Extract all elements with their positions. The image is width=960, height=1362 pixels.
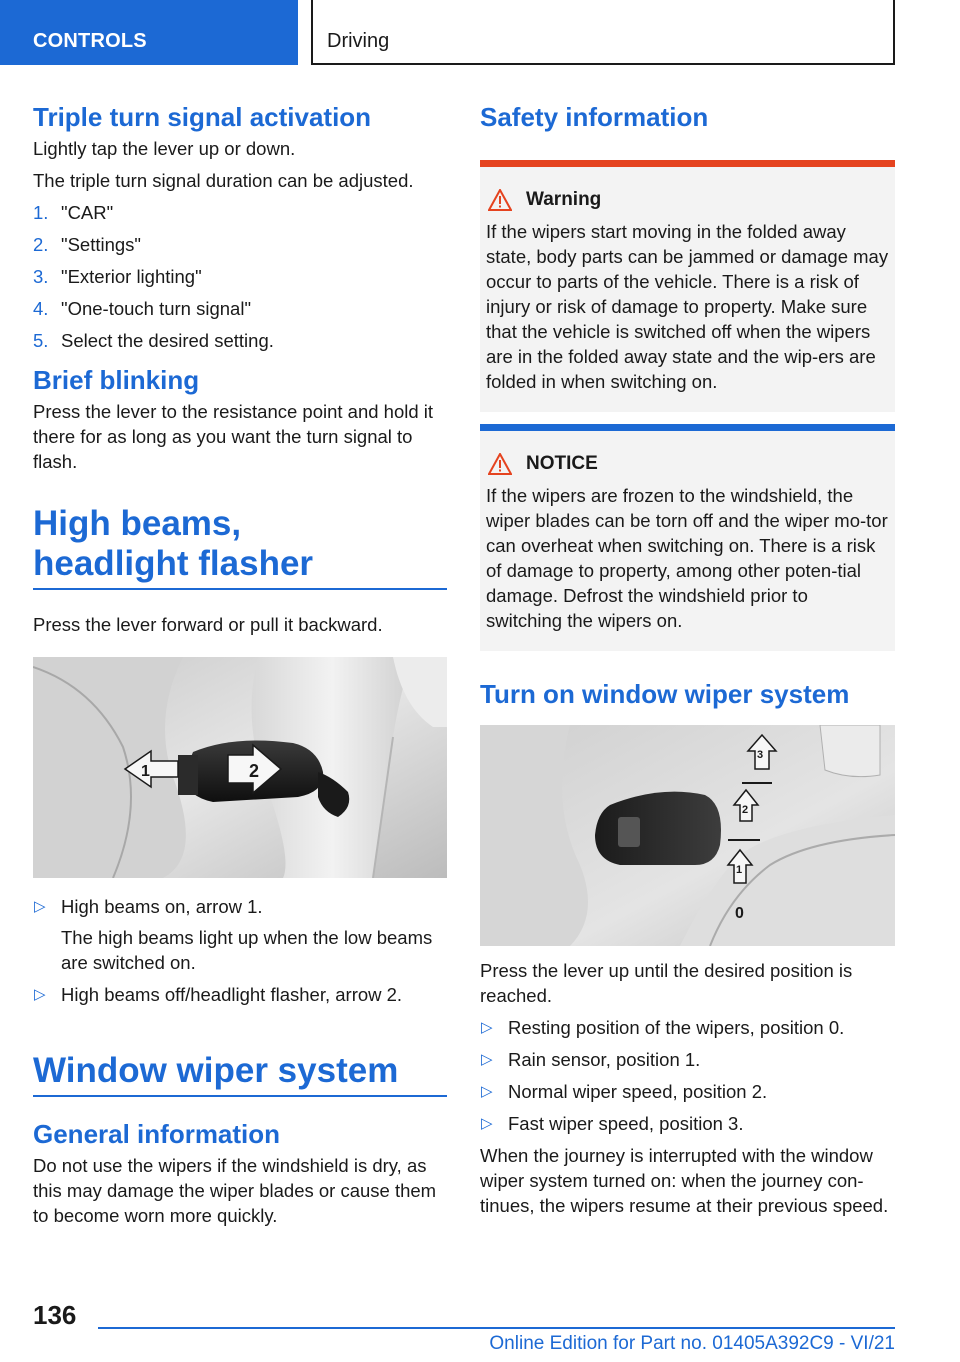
warning-header bbox=[488, 189, 889, 211]
turn-on-wiper-heading: Turn on window wiper system bbox=[480, 679, 850, 709]
triple-turn-signal-heading: Triple turn signal activation bbox=[33, 102, 372, 132]
header-chapter-tab bbox=[311, 0, 895, 65]
left-column bbox=[33, 100, 447, 1235]
list-item bbox=[480, 1079, 895, 1104]
list-item bbox=[480, 1015, 895, 1040]
triangle-bullet-icon: ▷ bbox=[481, 1083, 493, 1100]
brief-blinking-heading: Brief blinking bbox=[33, 365, 200, 395]
triple-steps-list bbox=[33, 200, 447, 353]
window-wiper-heading: Window wiper system bbox=[33, 1051, 447, 1097]
header-section-label: CONTROLS bbox=[33, 30, 147, 52]
position-0-label: 0 bbox=[735, 905, 744, 922]
general-information-paragraph: Do not use the wipers if the windshield is dry, as this may damage the wiper blades or cause them to become worn more quickly. bbox=[33, 1155, 437, 1226]
notice-text: If the wipers are frozen to the windshield, the wiper blades can be torn off and the wiper mo-tor can overheat when switching on. There is a risk of damage to property, among other poten-tial damage. Defrost the windshield prior to switching the wipers on. bbox=[486, 485, 888, 631]
step-number: 5. bbox=[33, 330, 49, 351]
arrow-2-label: 2 bbox=[249, 761, 260, 781]
general-information-heading: General information bbox=[33, 1119, 281, 1149]
list-item bbox=[33, 328, 447, 353]
list-item bbox=[33, 894, 447, 975]
header-chapter-label: Driving bbox=[327, 30, 390, 52]
triangle-bullet-icon: ▷ bbox=[481, 1051, 493, 1068]
footer-edition: Online Edition for Part no. 01405A392C9 - VI/21 bbox=[489, 1333, 895, 1354]
bullet-text: High beams on, arrow 1. bbox=[61, 896, 263, 917]
bullet-text: Fast wiper speed, position 3. bbox=[508, 1113, 744, 1134]
notice-label: NOTICE bbox=[526, 453, 598, 474]
step-text: "CAR" bbox=[61, 202, 114, 223]
triangle-bullet-icon: ▷ bbox=[34, 898, 46, 915]
step-number: 3. bbox=[33, 266, 49, 287]
page-number: 136 bbox=[33, 1300, 77, 1330]
triple-paragraph-1: Lightly tap the lever up or down. bbox=[33, 138, 296, 159]
notice-triangle-icon bbox=[488, 453, 512, 475]
bullet-text: Resting position of the wipers, position 0. bbox=[508, 1017, 845, 1038]
header-section-tab bbox=[0, 0, 298, 65]
triangle-bullet-icon: ▷ bbox=[481, 1019, 493, 1036]
list-item bbox=[33, 200, 447, 225]
step-text: "Exterior lighting" bbox=[61, 266, 202, 287]
brief-blinking-paragraph: Press the lever to the resistance point and hold it there for as long as you want the turn signal to flash. bbox=[33, 401, 434, 472]
bullet-text: Normal wiper speed, position 2. bbox=[508, 1081, 768, 1102]
triple-paragraph-2: The triple turn signal duration can be adjusted. bbox=[33, 170, 414, 191]
warning-box bbox=[480, 160, 895, 412]
triangle-bullet-icon: ▷ bbox=[481, 1115, 493, 1132]
warning-text: If the wipers start moving in the folded away state, body parts can be jammed or damage may occur to parts of the vehicle. There is a risk of injury or risk of damage to property. Make sure that the vehicle is switched off when the wipers are in the folded away state and the wip-ers are folded in when switching on. bbox=[486, 221, 889, 392]
position-3-label: 3 bbox=[757, 749, 764, 761]
high-beams-heading-line2: headlight flasher bbox=[33, 544, 314, 583]
high-beams-bullet-list bbox=[33, 894, 447, 1007]
bullet-text: Rain sensor, position 1. bbox=[508, 1049, 701, 1070]
wiper-lever-figure bbox=[480, 725, 895, 946]
position-2-label: 2 bbox=[742, 804, 749, 816]
right-column bbox=[480, 100, 895, 1225]
wiper-positions-list bbox=[480, 1015, 895, 1136]
high-beams-heading-line1: High beams, bbox=[33, 504, 242, 543]
safety-information-heading: Safety information bbox=[480, 102, 709, 132]
step-text: "One-touch turn signal" bbox=[61, 298, 252, 319]
list-item bbox=[480, 1111, 895, 1136]
step-number: 1. bbox=[33, 202, 49, 223]
step-number: 4. bbox=[33, 298, 49, 319]
high-beams-heading bbox=[33, 504, 447, 590]
bullet-text: High beams off/headlight flasher, arrow 2. bbox=[61, 984, 403, 1005]
high-beams-lever-illustration bbox=[33, 657, 447, 878]
list-item bbox=[33, 264, 447, 289]
list-item bbox=[480, 1047, 895, 1072]
wiper-lever-illustration bbox=[480, 725, 895, 946]
turn-on-paragraph-1: Press the lever up until the desired position is reached. bbox=[480, 960, 853, 1006]
footer-divider bbox=[98, 1327, 895, 1329]
list-item bbox=[33, 982, 447, 1007]
bullet-subtext: The high beams light up when the low beams are switched on. bbox=[61, 927, 433, 973]
high-beams-lever-figure bbox=[33, 657, 447, 878]
step-text: "Settings" bbox=[61, 234, 141, 255]
warning-label: Warning bbox=[526, 189, 602, 210]
position-1-label: 1 bbox=[736, 864, 743, 876]
step-text: Select the desired setting. bbox=[61, 330, 274, 351]
list-item bbox=[33, 232, 447, 257]
high-beams-paragraph: Press the lever forward or pull it backward. bbox=[33, 614, 383, 635]
list-item bbox=[33, 296, 447, 321]
warning-triangle-icon bbox=[488, 189, 512, 211]
notice-header bbox=[488, 453, 889, 475]
arrow-1-label: 1 bbox=[141, 763, 150, 780]
step-number: 2. bbox=[33, 234, 49, 255]
notice-box bbox=[480, 424, 895, 651]
turn-on-paragraph-2: When the journey is interrupted with the window wiper system turned on: when the journey con-tinues, the wipers resume at their previous speed. bbox=[480, 1145, 889, 1216]
triangle-bullet-icon: ▷ bbox=[34, 986, 46, 1003]
